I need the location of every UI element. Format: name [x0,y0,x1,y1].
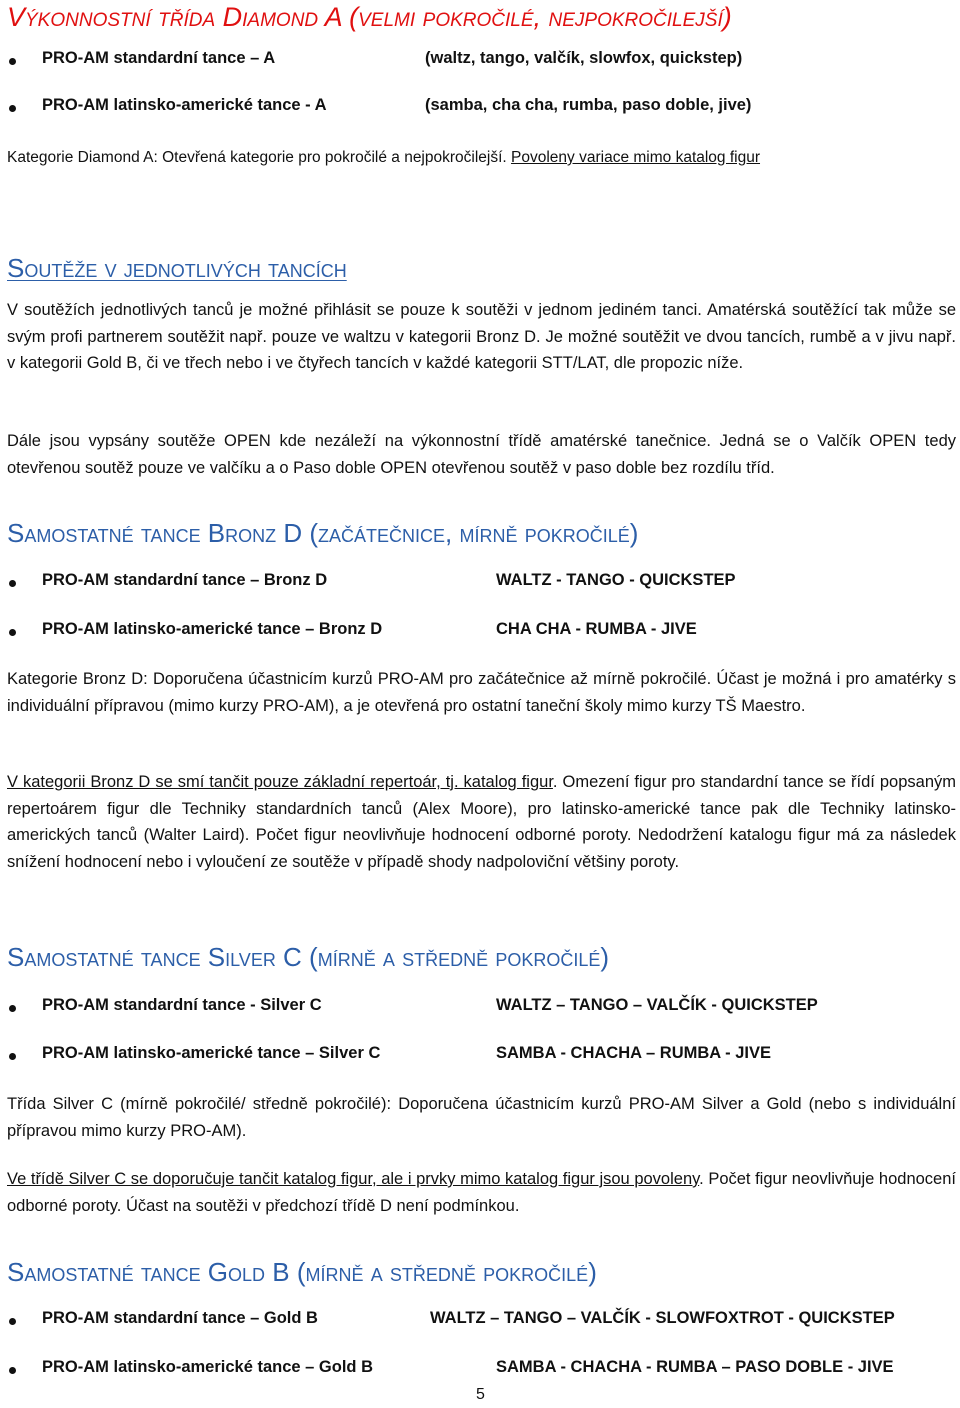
paragraph-single-2: Dále jsou vypsány soutěže OPEN kde nezáleží na výkonnostní třídě amatérské tanečnice. Jedná se o Valčík OPEN tedy otevřenou soutěž pouze ve valčíku a o Paso doble OPEN otevřenou soutěž v paso doble bez rozdílu tříd. [7,432,956,477]
paragraph-silver-2 [7,1166,956,1219]
page-number: 5 [476,1386,485,1403]
bullet-dances: SAMBA - CHACHA - RUMBA – PASO DOBLE - JIVE [496,1358,894,1376]
bullet-icon [9,1053,16,1060]
paragraph-bronze-1: Kategorie Bronz D: Doporučena účastnicím kurzů PRO-AM pro začátečnice až mírně pokročilé. Účast je možná i pro amatérky s individuální přípravou (mimo kurzy PRO-AM), a je otevřená pro ostatní taneční školy mimo kurzy TŠ Maestro. [7,670,956,715]
note-underlined-text: Povoleny variace mimo katalog figur [511,149,761,166]
bullet-silver-standard [0,996,960,1020]
bronze-rule-underlined: V kategorii Bronz D se smí tančit pouze základní repertoár, tj. katalog figur [7,773,553,791]
bronze-rule-text: . Omezení figur pro standardní tance se řídí popsaným repertoárem figur dle Techniky standardních tanců (Alex Moore), pro latinsko-americké tance pak dle Techniky latinsko-amerických tanců (Walter Laird). Počet figur neovlivňuje hodnocení odborné poroty. Nedodržení katalogu figur má za následek snížení hodnocení nebo i vyloučení ze soutěže v případě shody nadpoloviční většiny poroty. [7,773,956,871]
heading-bronze-d: Samostatné tance Bronz D (začátečnice, mírně pokročilé) [7,518,639,548]
bullet-bronze-latin [0,620,960,644]
paragraph-single-1: V soutěžích jednotlivých tanců je možné přihlásit se pouze k soutěži v jednom jediném tanci. Amatérská soutěžící tak může se svým profi partnerem soutěžit např. pouze ve waltzu v kategorii Bronz D. Je možné soutěžit ve dvou tancích, rumbě a v jivu např. v kategorii Gold B, či ve třech nebo i ve čtyřech tancích v každé kategorii STT/LAT, dle propozic níže. [7,301,956,372]
bullet-icon [9,105,16,112]
bullet-dances: WALTZ – TANGO – VALČÍK - SLOWFOXTROT - QUICKSTEP [430,1309,895,1327]
note-text: Kategorie Diamond A: Otevřená kategorie pro pokročilé a nejpokročilejší. [7,149,512,166]
bullet-diamond-standard [0,49,960,73]
heading-diamond-a: Výkonnostní třída Diamond A (velmi pokročilé, nejpokročilejší) [7,2,732,32]
bullet-gold-latin [0,1358,960,1382]
heading-silver-c: Samostatné tance Silver C (mírně a středně pokročilé) [7,942,610,972]
bullet-icon [9,1005,16,1012]
paragraph-bronze-2 [7,769,956,875]
bullet-label: PRO-AM latinsko-americké tance – Gold B [42,1358,374,1376]
paragraph-silver-1: Třída Silver C (mírně pokročilé/ středně pokročilé): Doporučena účastnicím kurzů PRO-AM Silver a Gold (nebo s individuální přípravou mimo kurzy PRO-AM). [7,1095,956,1140]
bullet-label: PRO-AM standardní tance – Bronz D [42,571,328,589]
silver-rule-text: . Počet figur neovlivňuje hodnocení odborné poroty. Účast na soutěži v předchozí třídě D není podmínkou. [7,1170,956,1215]
bullet-gold-standard [0,1309,960,1333]
silver-rule-underlined: Ve třídě Silver C se doporučuje tančit katalog figur, ale i prvky mimo katalog figur jsou povoleny [7,1170,700,1188]
bullet-icon [9,58,16,65]
bullet-label: PRO-AM standardní tance – Gold B [42,1309,318,1327]
bullet-silver-latin [0,1044,960,1068]
bullet-label: PRO-AM latinsko-americké tance – Bronz D [42,620,383,638]
bullet-icon [9,1318,16,1325]
bullet-dances: (waltz, tango, valčík, slowfox, quickstep) [425,49,743,67]
bullet-bronze-standard [0,571,960,595]
bullet-dances: WALTZ - TANGO - QUICKSTEP [496,571,736,589]
bullet-label: PRO-AM standardní tance - Silver C [42,996,322,1014]
bullet-icon [9,580,16,587]
bullet-icon [9,629,16,636]
heading-gold-b: Samostatné tance Gold B (mírně a středně pokročilé) [7,1257,597,1287]
bullet-dances: SAMBA - CHACHA – RUMBA - JIVE [496,1044,772,1062]
bullet-label: PRO-AM latinsko-americké tance - A [42,96,327,114]
bullet-dances: (samba, cha cha, rumba, paso doble, jive) [425,96,752,114]
bullet-label: PRO-AM latinsko-americké tance – Silver C [42,1044,381,1062]
heading-single-dances: Soutěže v jednotlivých tancích [7,253,347,283]
bullet-dances: WALTZ – TANGO – VALČÍK - QUICKSTEP [496,996,818,1014]
bullet-diamond-latin [0,96,960,120]
paragraph-diamond-note [7,145,956,172]
bullet-label: PRO-AM standardní tance – A [42,49,276,67]
bullet-icon [9,1367,16,1374]
bullet-dances: CHA CHA - RUMBA - JIVE [496,620,697,638]
